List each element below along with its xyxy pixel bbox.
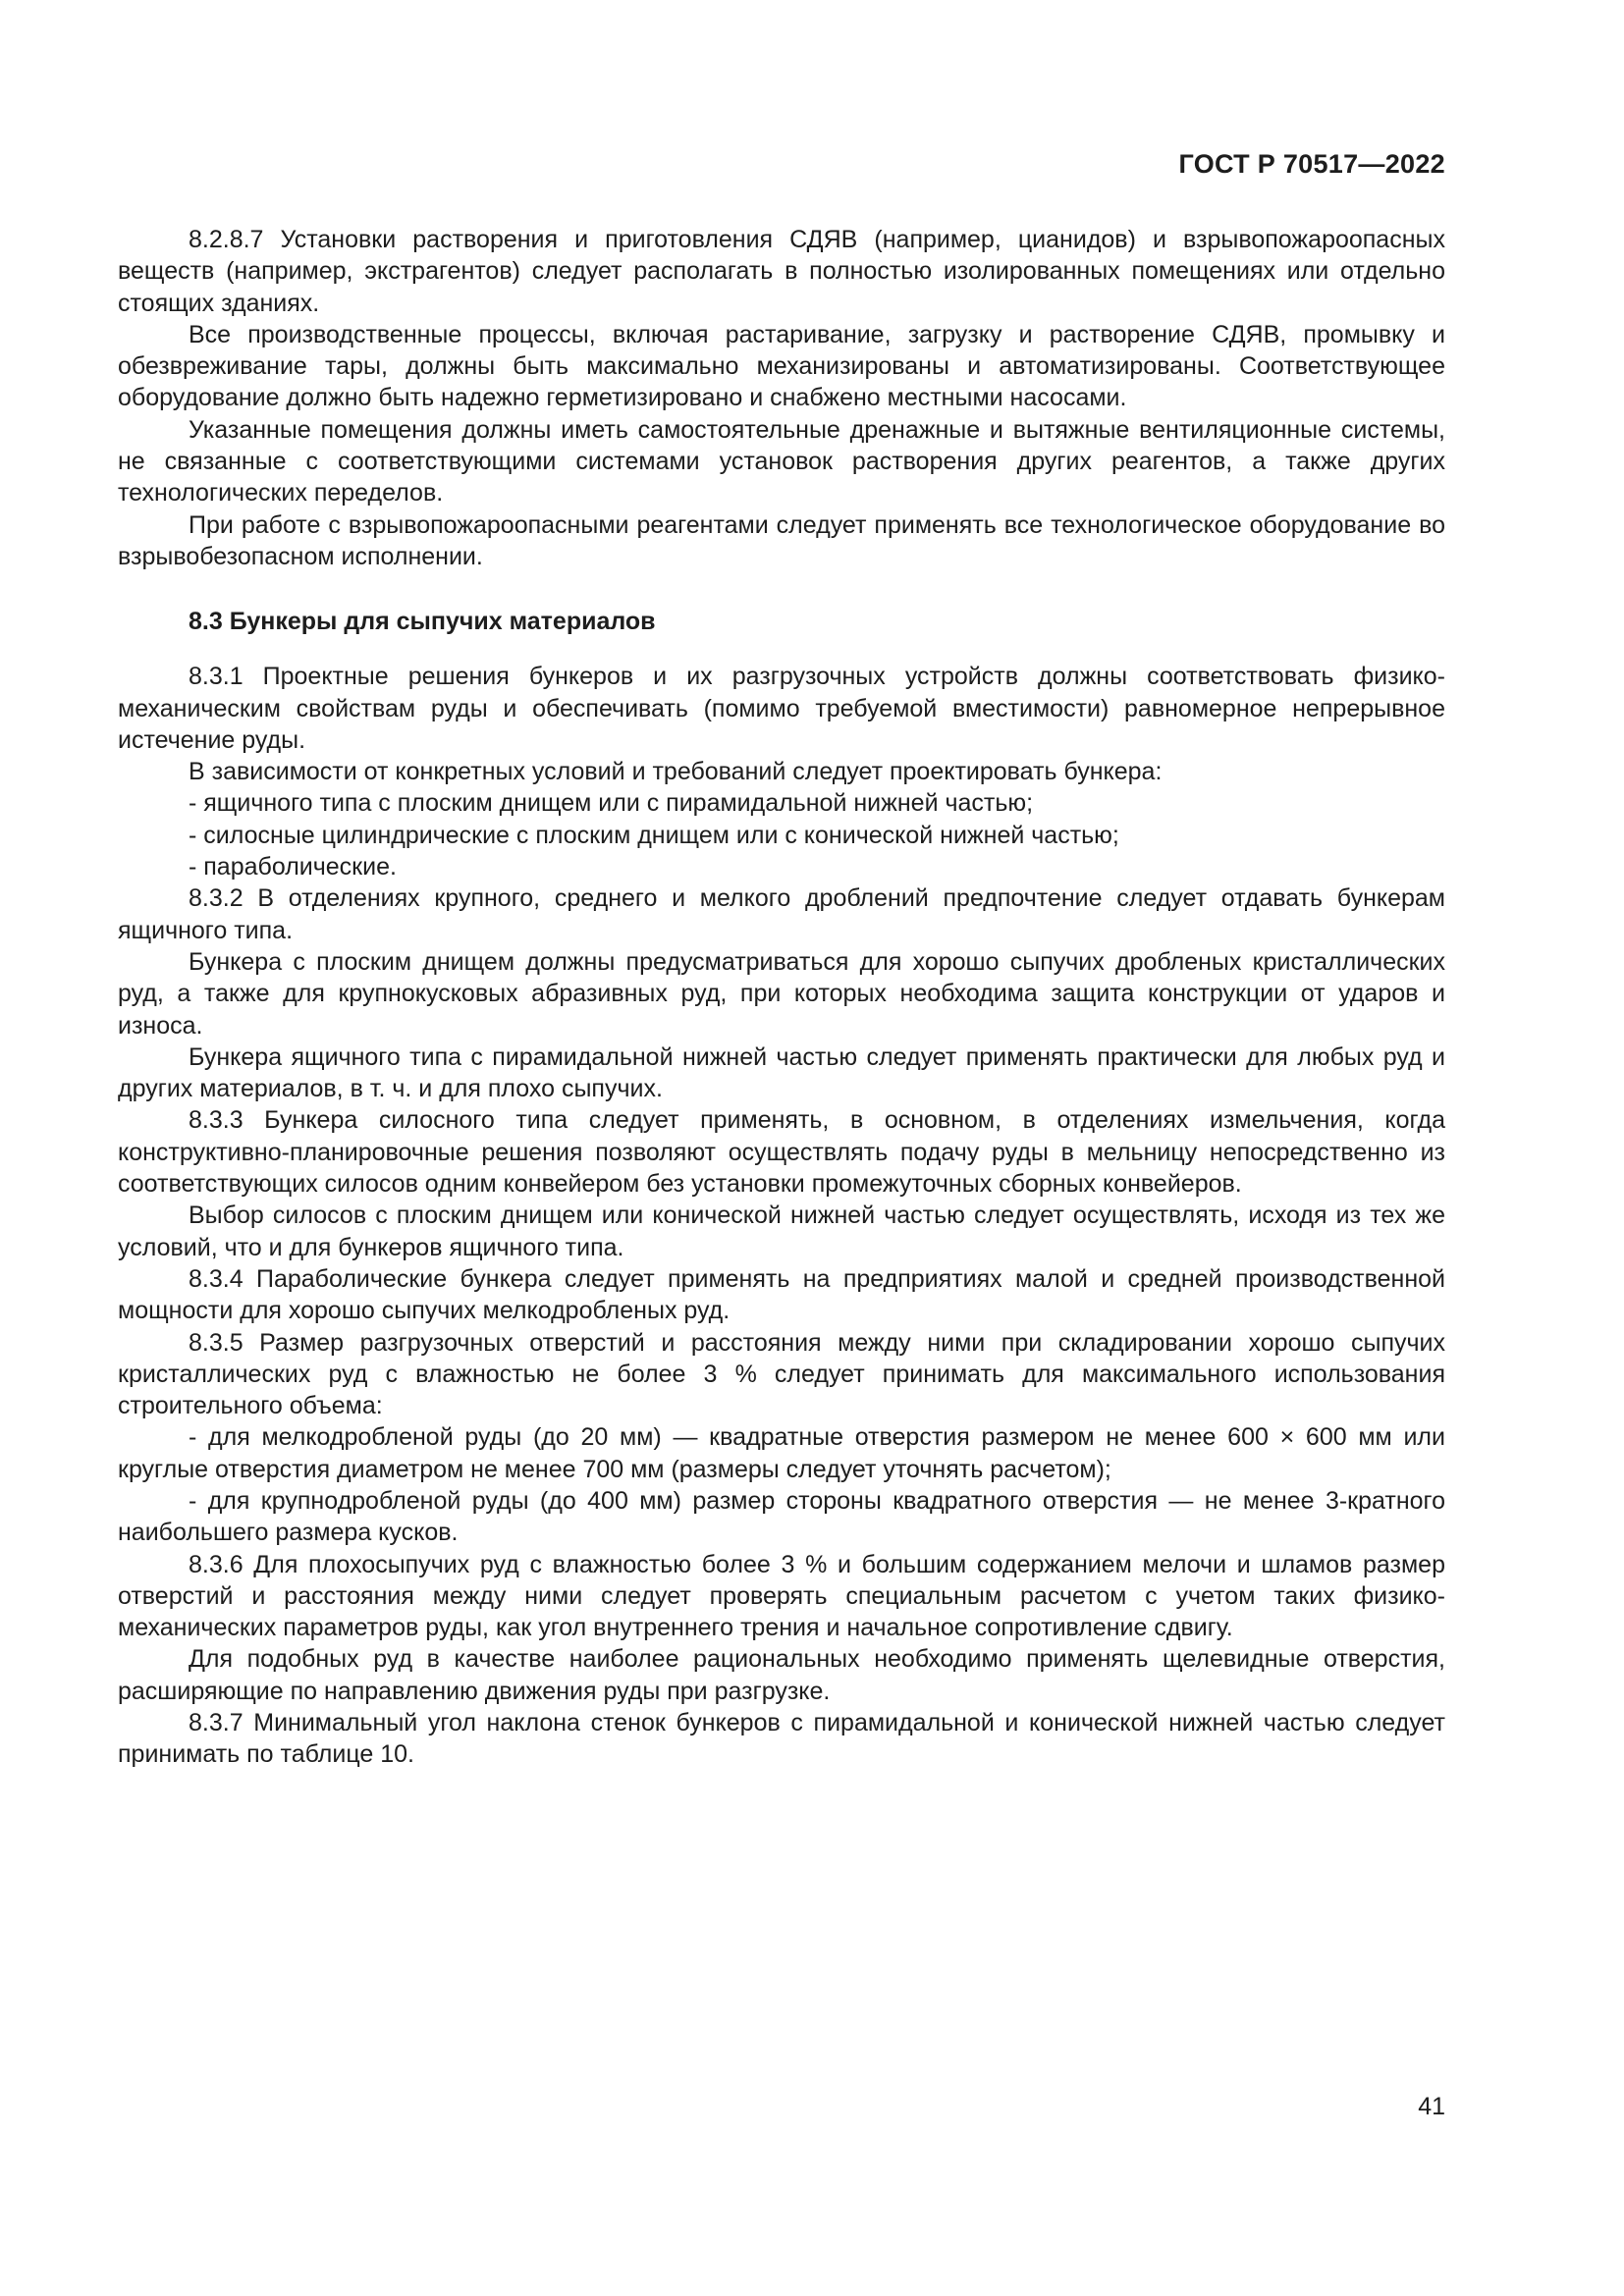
section-heading: 8.3 Бункеры для сыпучих материалов: [189, 608, 656, 636]
list-item: - параболические.: [189, 853, 397, 881]
paragraph: В зависимости от конкретных условий и требований следует проектировать бункера:: [189, 758, 1163, 786]
paragraph: Указанные помещения должны иметь самостоятельные дренажные и вытяжные вентиляционные системы, не связанные с соответствующими системами установок растворения других реагентов, а также других технологических переделов.: [118, 415, 1445, 507]
paragraph: 8.2.8.7 Установки растворения и приготовления СДЯВ (например, цианидов) и взрывопожароопасных веществ (например, экстрагентов) следует располагать в полностью изолированных помещениях или отдельно стоящих зданиях.: [118, 226, 1445, 317]
page-number: 41: [1418, 2093, 1445, 2120]
list-item: - для крупнодробленой руды (до 400 мм) размер стороны квадратного отверстия — не менее 3-кратного наибольшего размера кусков.: [118, 1486, 1445, 1547]
page-content: [118, 224, 1445, 1771]
list-item: - силосные цилиндрические с плоским днищем или с конической нижней частью;: [189, 821, 1119, 849]
paragraph: 8.3.2 В отделениях крупного, среднего и мелкого дроблений предпочтение следует отдавать бункерам ящичного типа.: [118, 884, 1445, 944]
paragraph: 8.3.6 Для плохосыпучих руд с влажностью более 3 % и большим содержанием мелочи и шламов размер отверстий и расстояния между ними следует проверять специальным расчетом с учетом таких физико-механических параметров руды, как угол внутреннего трения и начальное сопротивление сдвигу.: [118, 1550, 1445, 1642]
paragraph: 8.3.7 Минимальный угол наклона стенок бункеров с пирамидальной и конической нижней частью следует принимать по таблице 10.: [118, 1709, 1445, 1769]
list-item: - ящичного типа с плоским днищем или с пирамидальной нижней частью;: [189, 789, 1034, 818]
paragraph: При работе с взрывопожароопасными реагентами следует применять все технологическое оборудование во взрывобезопасном исполнении.: [118, 510, 1445, 570]
paragraph: Бункера ящичного типа с пирамидальной нижней частью следует применять практически для любых руд и других материалов, в т. ч. и для плохо сыпучих.: [118, 1042, 1445, 1103]
paragraph: Выбор силосов с плоским днищем или конической нижней частью следует осуществлять, исходя из тех же условий, что и для бункеров ящичного типа.: [118, 1201, 1445, 1261]
page-header: ГОСТ Р 70517—2022: [1178, 149, 1445, 179]
paragraph: 8.3.1 Проектные решения бункеров и их разгрузочных устройств должны соответствовать физико-механическим свойствам руды и обеспечивать (помимо требуемой вместимости) равномерное непрерывное истечение руды.: [118, 663, 1445, 754]
list-item: - для мелкодробленой руды (до 20 мм) — квадратные отверстия размером не менее 600 × 600 мм или круглые отверстия диаметром не менее 700 мм (размеры следует уточнять расчетом);: [118, 1423, 1445, 1483]
paragraph: 8.3.3 Бункера силосного типа следует применять, в основном, в отделениях измельчения, когда конструктивно-планировочные решения позволяют осуществлять подачу руды в мельницу непосредственно из соответствующих силосов одним конвейером без установки промежуточных сборных конвейеров.: [118, 1106, 1445, 1199]
paragraph: Все производственные процессы, включая растаривание, загрузку и растворение СДЯВ, промывку и обезвреживание тары, должны быть максимально механизированы и автоматизированы. Соответствующее оборудование должно быть надежно герметизировано и снабжено местными насосами.: [118, 320, 1445, 412]
paragraph: Бункера с плоским днищем должны предусматриваться для хорошо сыпучих дробленых кристаллических руд, а также для крупнокусковых абразивных руд, при которых необходима защита конструкции от ударов и износа.: [118, 947, 1445, 1040]
paragraph: 8.3.5 Размер разгрузочных отверстий и расстояния между ними при складировании хорошо сыпучих кристаллических руд с влажностью не более 3 % следует принимать для максимального использования строительного объема:: [118, 1328, 1445, 1420]
paragraph: 8.3.4 Параболические бункера следует применять на предприятиях малой и средней производственной мощности для хорошо сыпучих мелкодробленых руд.: [118, 1264, 1445, 1325]
paragraph: Для подобных руд в качестве наиболее рациональных необходимо применять щелевидные отверстия, расширяющие по направлению движения руды при разгрузке.: [118, 1645, 1445, 1705]
